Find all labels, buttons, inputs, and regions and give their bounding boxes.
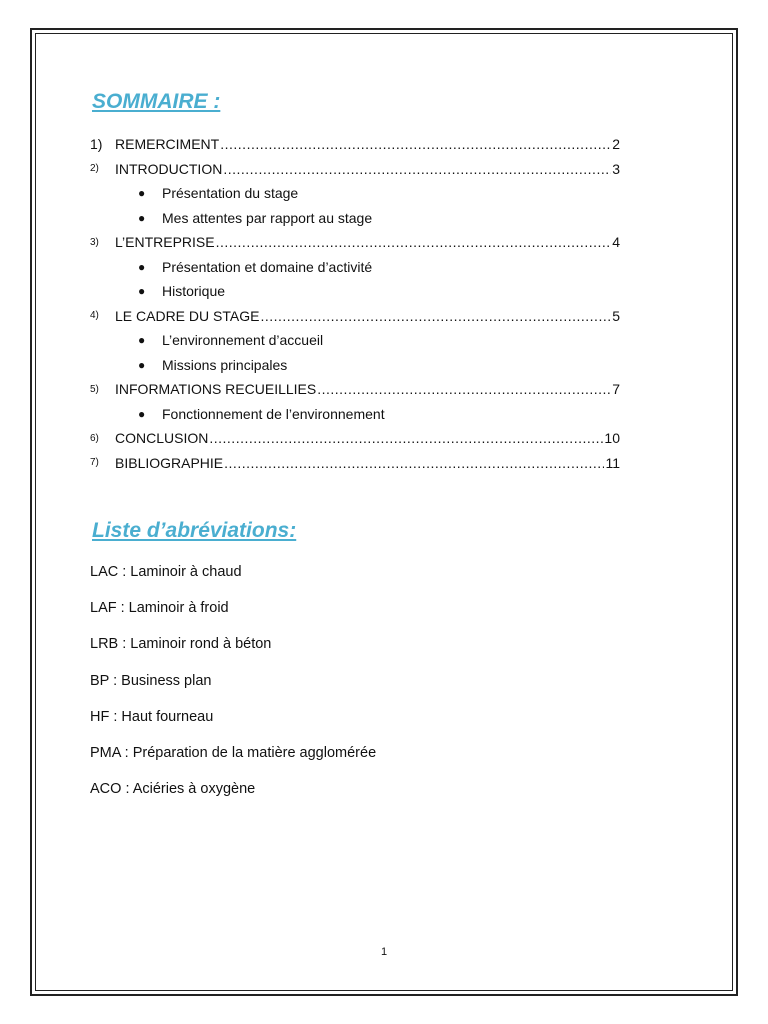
toc-entry-number: 5) (90, 383, 99, 395)
toc-subentry (90, 255, 620, 280)
toc-subentry-label: Présentation et domaine d’activité (162, 258, 373, 275)
toc-entry-page: 11 (605, 454, 620, 471)
toc-dot-leader (209, 430, 603, 446)
toc-entry (90, 132, 620, 157)
toc-entry-page: 5 (612, 307, 620, 324)
toc-entry-number: 4) (90, 310, 99, 322)
toc-entry-number: 3) (90, 236, 99, 248)
toc-subentry-label: Fonctionnement de l’environnement (162, 405, 385, 422)
toc-entry (90, 426, 620, 451)
toc-subentry (90, 279, 620, 304)
toc-entry (90, 230, 620, 255)
bullet-icon: ● (138, 333, 146, 348)
toc-subentry (90, 328, 620, 353)
toc-entry (90, 157, 620, 182)
toc-entry-number: 2) (90, 163, 99, 175)
toc-entry-label: LE CADRE DU STAGE (115, 307, 260, 324)
toc-dot-leader (220, 136, 611, 152)
abbreviation-item: LAF : Laminoir à froid (90, 600, 229, 617)
toc-entry-label: INFORMATIONS RECUEILLIES (115, 381, 317, 398)
bullet-icon: ● (138, 210, 146, 225)
abbreviation-item: HF : Haut fourneau (90, 708, 214, 725)
toc-entry (90, 304, 620, 329)
toc-entry-label: L’ENTREPRISE (115, 234, 215, 251)
bullet-icon: ● (138, 284, 146, 299)
toc-subentry (90, 353, 620, 378)
toc-entry (90, 377, 620, 402)
sommaire-title: SOMMAIRE : (92, 90, 221, 113)
toc-entry-number: 7) (90, 457, 99, 469)
table-of-contents (90, 132, 620, 475)
toc-entry-label: BIBLIOGRAPHIE (115, 454, 224, 471)
abbreviation-item: PMA : Préparation de la matière agglomérée (90, 744, 377, 761)
toc-subentry (90, 206, 620, 231)
toc-entry-number: 1) (90, 136, 103, 153)
toc-entry-page: 3 (612, 160, 620, 177)
toc-subentry (90, 181, 620, 206)
toc-entry-page: 10 (604, 430, 620, 447)
bullet-icon: ● (138, 186, 146, 201)
toc-entry-label: INTRODUCTION (115, 160, 223, 177)
toc-subentry-label: Historique (162, 283, 226, 300)
abbreviation-item: LRB : Laminoir rond à béton (90, 636, 272, 653)
toc-entry (90, 451, 620, 476)
page-number: 1 (380, 946, 388, 958)
toc-dot-leader (216, 234, 612, 250)
toc-subentry-label: L’environnement d’accueil (162, 332, 324, 349)
toc-entry-number: 6) (90, 432, 99, 444)
abbreviations-title: Liste d’abréviations: (92, 519, 297, 542)
toc-entry-label: REMERCIMENT (115, 136, 220, 153)
toc-dot-leader (224, 455, 604, 471)
abbreviations-list (90, 562, 376, 815)
toc-dot-leader (260, 308, 611, 324)
toc-entry-label: CONCLUSION (115, 430, 209, 447)
abbreviation-item: BP : Business plan (90, 672, 212, 689)
toc-dot-leader (317, 381, 611, 397)
toc-subentry-label: Présentation du stage (162, 185, 299, 202)
toc-dot-leader (223, 161, 611, 177)
bullet-icon: ● (138, 406, 146, 421)
toc-entry-page: 7 (612, 381, 620, 398)
toc-entry-page: 2 (612, 136, 620, 153)
toc-subentry-label: Mes attentes par rapport au stage (162, 209, 373, 226)
toc-entry-page: 4 (612, 234, 620, 251)
bullet-icon: ● (138, 357, 146, 372)
abbreviation-item: LAC : Laminoir à chaud (90, 564, 242, 580)
bullet-icon: ● (138, 259, 146, 274)
abbreviation-item: ACO : Aciéries à oxygène (90, 781, 256, 798)
toc-subentry (90, 402, 620, 427)
toc-subentry-label: Missions principales (162, 356, 288, 373)
